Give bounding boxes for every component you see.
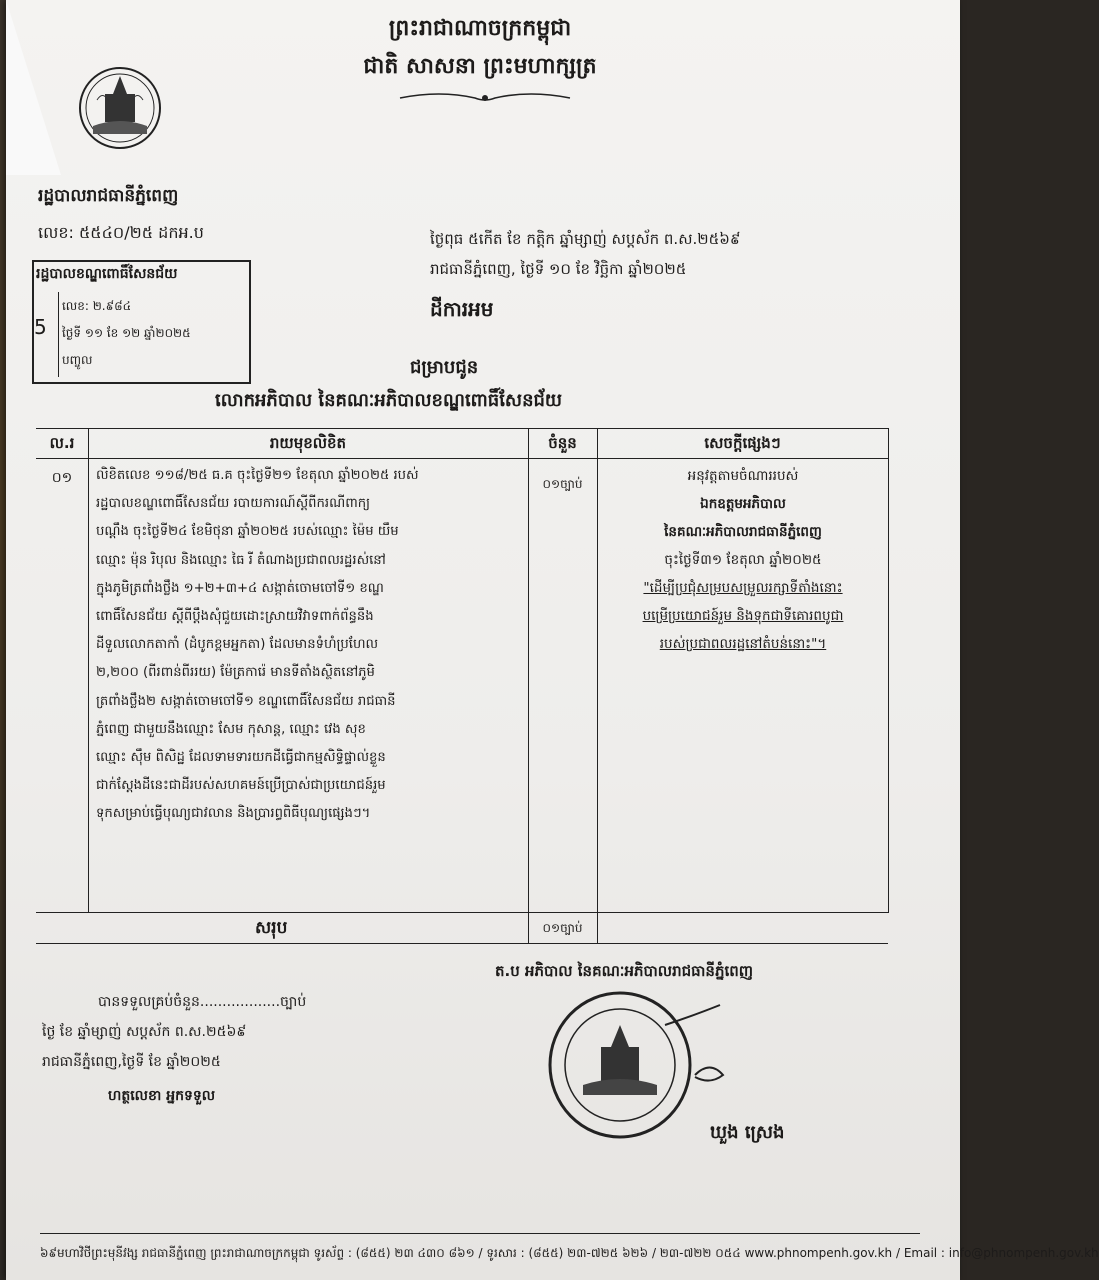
received-stamp-date: ថ្ងៃទី ១១ ខែ ១២ ឆ្នាំ២០២៥ xyxy=(62,326,191,340)
folded-corner xyxy=(6,0,61,175)
signatory-title: ត.ប អភិបាល នៃគណៈអភិបាលរាជធានីភ្នំពេញ xyxy=(495,962,754,980)
remarks-line: នៃគណៈអភិបាលរាជធានីភ្នំពេញ xyxy=(664,524,822,540)
received-stamp-number: លេខ: ២.៩៨៤ xyxy=(62,299,132,313)
description-line: ជាក់ស្តែងដីនេះជាដីរបស់សហគមន៍ប្រើប្រាស់ជាប្រយោជន៍រួម xyxy=(96,778,386,794)
received-stamp-title: រដ្ឋបាលខណ្ឌពោធិ៍សែនជ័យ xyxy=(36,266,178,282)
recipient-salutation: ជម្រាបជូន xyxy=(410,357,479,378)
footer-divider xyxy=(40,1233,920,1234)
remarks-line: អនុវត្តតាមចំណាររបស់ xyxy=(687,468,799,484)
motto-heading: ជាតិ សាសនា ព្រះមហាក្សត្រ xyxy=(363,54,597,79)
row-number: ០១ xyxy=(51,470,73,486)
remarks-line: ចុះថ្ងៃទី៣១ ខែតុលា ឆ្នាំ២០២៥ xyxy=(664,552,822,568)
description-line: ឈ្មោះ ស៊ឹម ពិសិដ្ឋ ដែលទាមទារយកដីធ្វើជាកម្មសិទ្ធិផ្ទាល់ខ្លួន xyxy=(96,750,386,766)
description-line: ក្នុងភូមិត្រពាំងថ្លឹង ១+២+៣+៤ សង្កាត់ចោមចៅទី១ ខណ្ឌ xyxy=(96,580,384,596)
description-line: រដ្ឋបាលខណ្ឌពោធិ៍សែនជ័យ របាយការណ៍ស្តីពីករណីពាក្យ xyxy=(96,496,371,512)
total-quantity: ០១ច្បាប់ xyxy=(542,921,583,935)
official-seal xyxy=(545,985,735,1145)
received-stamp-side-number: 5 xyxy=(34,315,47,339)
receipt-signature-label: ហត្ថលេខា អ្នកទទួល xyxy=(108,1088,216,1104)
row-remarks xyxy=(600,462,886,658)
description-line: ភ្នំពេញ ជាមួយនឹងឈ្មោះ សែម កុសាន្ត, ឈ្មោះ វេង សុខ xyxy=(96,721,366,737)
column-header-description: រាយមុខលិខិត xyxy=(269,434,347,452)
description-line: ត្រពាំងថ្លឹង២ សង្កាត់ចោមចៅទី១ ខណ្ឌពោធិ៍សែនជ័យ រាជធានី xyxy=(96,693,396,709)
footer-contact: ៦៩មហាវិថីព្រះមុនីវង្ស រាជធានីភ្នំពេញ ព្រះរាជាណាចក្រកម្ពុជា ទូរស័ព្ទ : (៨៥៥) ២៣ ៤៣០ ៨៦១ / ទូរសារ : (៨៥៥) ២៣-៧២៥ ៦២៦ / ២៣-៧២២ ០៥៤ www.phnompenh.gov.kh / Email : info@phnompenh.gov.kh xyxy=(40,1246,1099,1260)
description-line: ពោធិ៍សែនជ័យ ស្តីពីប្តឹងសុំជួយដោះស្រាយវិវាទពាក់ព័ន្ធនឹង xyxy=(96,609,374,625)
receipt-lunar-date: ថ្ងៃ ខែ ឆ្នាំម្សាញ់ សប្តស័ក ព.ស.២៥៦៩ xyxy=(42,1024,247,1040)
remarks-line: របស់ប្រជាពលរដ្ឋនៅតំបន់នោះ"។ xyxy=(659,636,827,652)
remarks-line: ឯកឧត្តមអភិបាល xyxy=(700,496,786,512)
description-line: ២,២០០ (ពីរពាន់ពីររយ) ម៉ែត្រការ៉េ មានទីតាំងស្ថិតនៅភូមិ xyxy=(96,665,375,681)
column-header-no: ល.រ xyxy=(49,434,75,452)
document-type: ដីការអម xyxy=(430,297,494,321)
row-quantity: ០១ច្បាប់ xyxy=(542,477,583,491)
description-line: ដីទួលលោកតាកាំ (ដំបូកខ្ពមអ្នកតា) ដែលមានទំហំប្រហែល xyxy=(96,637,379,653)
column-header-quantity: ចំនួន xyxy=(548,434,577,452)
signatory-name: ឃួង ស្រេង xyxy=(710,1122,785,1143)
description-line: ទុកសម្រាប់ធ្វើបុណ្យជាវលាន និងប្រារព្ធពិធីបុណ្យផ្សេងៗ។ xyxy=(96,806,371,822)
kingdom-heading: ព្រះរាជាណាចក្រកម្ពុជា xyxy=(388,16,572,41)
description-line: លិខិតលេខ ១១៨/២៥ ធ.គ ចុះថ្ងៃទី២១ ខែតុលា ឆ្នាំ២០២៥ របស់ xyxy=(96,468,419,483)
city-emblem xyxy=(75,60,165,170)
remarks-line: បម្រើប្រយោជន៍រួម និងទុកជាទីគោរពបូជា xyxy=(642,608,844,624)
sender-organization: រដ្ឋបាលរាជធានីភ្នំពេញ xyxy=(38,186,179,206)
recipient-name: លោកអភិបាល នៃគណៈអភិបាលខណ្ឌពោធិ៍សែនជ័យ xyxy=(215,390,563,411)
receipt-count: បានទទួលគ្រប់ចំនួន..................ច្បាប់ xyxy=(98,994,307,1010)
reference-number: លេខ: ៥៥៤០/២៥ ដកអ.ប xyxy=(38,223,204,242)
received-stamp-entry: បញ្ចូល xyxy=(62,353,93,367)
lunar-date: ថ្ងៃពុធ ៥កើត ខែ កត្តិក ឆ្នាំម្សាញ់ សប្តស័ក ព.ស.២៥៦៩ xyxy=(430,230,741,248)
solar-date: រាជធានីភ្នំពេញ, ថ្ងៃទី ១០ ខែ វិច្ឆិកា ឆ្នាំ២០២៥ xyxy=(430,260,687,278)
description-line: ឈ្មោះ ម៉ុន រិបុល និងឈ្មោះ ធៃ រី តំណាងប្រជាពលរដ្ឋរស់នៅ xyxy=(96,552,386,568)
total-label: សរុប xyxy=(255,918,288,938)
description-line: បណ្តឹង ចុះថ្ងៃទី២៤ ខែមិថុនា ឆ្នាំ២០២៥ របស់ឈ្មោះ ម៉ៃម យឹម xyxy=(96,524,399,540)
remarks-line: "ដើម្បីប្រជុំសម្របសម្រួលរក្សាទីតាំងនោះ xyxy=(643,580,843,596)
row-description xyxy=(96,462,524,829)
ornament-divider xyxy=(395,88,575,108)
receipt-solar-date: រាជធានីភ្នំពេញ,ថ្ងៃទី ខែ ឆ្នាំ២០២៥ xyxy=(42,1054,221,1070)
column-header-remarks: សេចក្តីផ្សេងៗ xyxy=(704,434,781,452)
